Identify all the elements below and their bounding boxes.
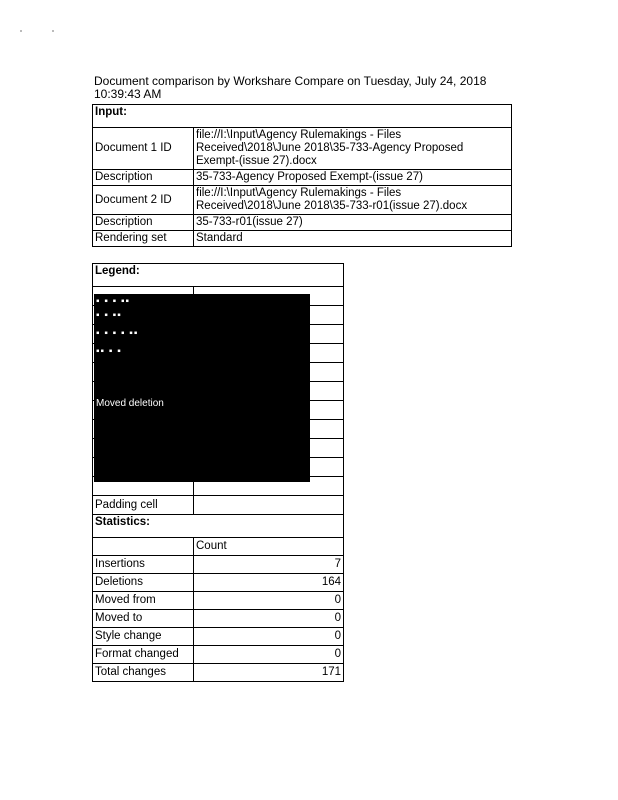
table-row (93, 186, 512, 215)
stat-count: 0 (194, 646, 344, 664)
scan-speck (52, 30, 54, 32)
table-row (93, 556, 344, 574)
legend-swatch-text: ▪ ▪ ▪ ▪ ▪▪ (96, 328, 139, 339)
row-label: Rendering set (93, 231, 194, 247)
header-line-1: Document comparison by Workshare Compare on Tuesday, July 24, 2018 (94, 74, 487, 88)
statistics-table (92, 514, 344, 682)
input-section-title: Input: (93, 105, 512, 128)
table-row (93, 170, 512, 186)
row-value: file://I:\Input\Agency Rulemakings - Files Received\2018\June 2018\35-733-Agency Proposed Exempt-(issue 27).docx (194, 128, 512, 170)
row-label: Description (93, 215, 194, 231)
table-row (93, 664, 344, 682)
row-value: Standard (194, 231, 512, 247)
stat-label: Moved to (93, 610, 194, 628)
row-value: 35-733-Agency Proposed Exempt-(issue 27) (194, 170, 512, 186)
table-row (93, 628, 344, 646)
stat-count: 171 (194, 664, 344, 682)
input-table (92, 104, 512, 247)
stat-count: 7 (194, 556, 344, 574)
legend-swatch-text: ▪ ▪ ▪ ▪▪ (96, 296, 131, 307)
stat-label: Moved from (93, 592, 194, 610)
row-label: Description (93, 170, 194, 186)
statistics-section-title: Statistics: (93, 515, 344, 538)
scan-speck (20, 30, 22, 32)
table-header-row (93, 538, 344, 556)
legend-redacted-block (94, 294, 310, 482)
stat-label: Format changed (93, 646, 194, 664)
comparison-header (94, 75, 514, 101)
legend-section-title: Legend: (93, 264, 344, 287)
legend-swatch-text: ▪▪ ▪ ▪ (96, 346, 122, 357)
moved-deletion-label: Moved deletion (96, 398, 164, 409)
stat-count: 0 (194, 628, 344, 646)
table-row (93, 646, 344, 664)
row-label: Document 2 ID (93, 186, 194, 215)
stat-label: Style change (93, 628, 194, 646)
legend-swatch-text: ▪ ▪ ▪▪ (96, 310, 122, 321)
row-label: Document 1 ID (93, 128, 194, 170)
stat-label: Insertions (93, 556, 194, 574)
stat-count: 164 (194, 574, 344, 592)
header-line-2: 10:39:43 AM (94, 87, 162, 101)
table-row (93, 215, 512, 231)
table-row (93, 592, 344, 610)
table-row (93, 574, 344, 592)
table-row (93, 231, 512, 247)
stat-label: Total changes (93, 664, 194, 682)
stat-count: 0 (194, 592, 344, 610)
row-value: 35-733-r01(issue 27) (194, 215, 512, 231)
row-value: file://I:\Input\Agency Rulemakings - Files Received\2018\June 2018\35-733-r01(issue 27).docx (194, 186, 512, 215)
stat-label: Deletions (93, 574, 194, 592)
legend-padding-row (93, 496, 344, 515)
stat-count: 0 (194, 610, 344, 628)
table-row (93, 610, 344, 628)
padding-cell-label: Padding cell (93, 496, 194, 515)
count-column-header: Count (194, 538, 344, 556)
table-row (93, 128, 512, 170)
